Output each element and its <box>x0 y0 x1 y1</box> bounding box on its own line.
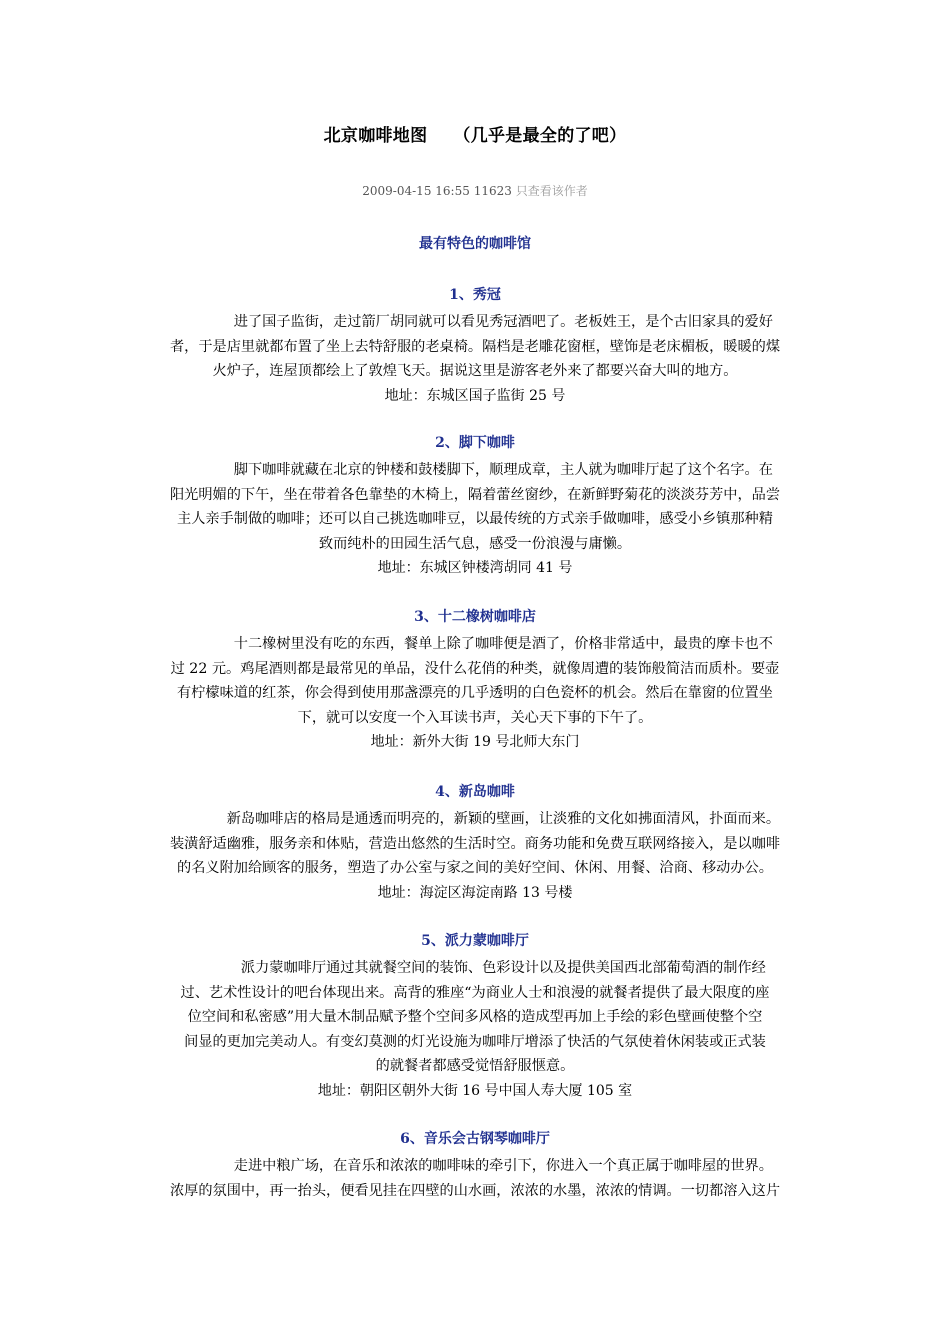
body-line: 过 22 元。鸡尾酒则都是最常见的单品，没什么花俏的种类，就像周遭的装饰般简洁而质朴。要壶 <box>170 660 780 677</box>
body-line: 有柠檬味道的红茶，你会得到使用那盏漂亮的几乎透明的白色瓷杯的机会。然后在靠窗的位置坐 <box>177 685 773 701</box>
post-date-time: 2009-04-15 16:55 <box>362 184 470 198</box>
body-line: 新岛咖啡店的格局是通透而明亮的，新颖的壁画，让淡雅的文化如拂面清风，扑面而来。 <box>169 811 781 827</box>
cafe-entry-body <box>140 310 810 384</box>
cafe-entry-title: 4、新岛咖啡 <box>435 784 515 800</box>
body-line: 下，就可以安度一个入耳读书声，关心天下事的下午了。 <box>297 709 653 726</box>
cafe-entry-address: 地址：东城区国子监街 25 号 <box>384 387 566 404</box>
author-only-link[interactable]: 只查看该作者 <box>515 184 588 198</box>
post-meta <box>0 182 950 200</box>
cafe-entry-title: 3、十二橡树咖啡店 <box>414 609 536 625</box>
body-line: 位空间和私密感”用大量木制品赋予整个空间多风格的造成型再加上手绘的彩色壁画使整个空 <box>187 1009 763 1025</box>
body-line: 致而纯朴的田园生活气息，感受一份浪漫与庸懒。 <box>318 535 632 552</box>
body-line: 装潢舒适幽雅，服务亲和体贴，营造出悠然的生活时空。商务功能和免费互联网络接入，是以咖啡 <box>169 835 781 852</box>
cafe-entry-address: 地址：新外大街 19 号北师大东门 <box>370 734 580 750</box>
body-line: 浓厚的氛围中，再一抬头，便看见挂在四壁的山水画，浓浓的水墨，浓浓的情调。一切都溶入这片 <box>169 1182 781 1199</box>
section-header: 最有特色的咖啡馆 <box>419 236 531 252</box>
body-line: 十二橡树里没有吃的东西，餐单上除了咖啡便是酒了，价格非常适中，最贵的摩卡也不 <box>177 636 773 652</box>
cafe-entry-1 <box>0 285 950 408</box>
cafe-entry-address: 地址：海淀区海淀南路 13 号楼 <box>377 884 573 901</box>
body-line: 间显的更加完美动人。有变幻莫测的灯光设施为咖啡厅增添了快活的气氛使着休闲装或正式装 <box>184 1033 766 1050</box>
cafe-entry-address: 地址：东城区钟楼湾胡同 41 号 <box>377 560 573 576</box>
body-line: 进了国子监街，走过箭厂胡同就可以看见秀冠酒吧了。老板姓王，是个古旧家具的爱好 <box>177 314 773 330</box>
body-line: 火炉子，连屋顶都绘上了敦煌飞天。据说这里是游客老外来了都要兴奋大叫的地方。 <box>212 363 738 379</box>
cafe-entry-title: 1、秀冠 <box>449 287 501 303</box>
body-line: 阳光明媚的下午，坐在带着各色靠垫的木椅上，隔着蕾丝窗纱，在新鲜野菊花的淡淡芬芳中，品尝 <box>169 486 781 503</box>
cafe-entry-title: 6、音乐会古钢琴咖啡厅 <box>400 1131 550 1147</box>
cafe-entry-body <box>140 458 810 556</box>
cafe-entry-3 <box>0 607 950 754</box>
cafe-entry-4 <box>0 782 950 905</box>
body-line: 者，于是店里就都布置了坐上去特舒服的老桌椅。隔档是老雕花窗框，壁饰是老床楣板，暖暖的煤 <box>169 338 781 355</box>
cafe-entry-5 <box>0 931 950 1103</box>
body-line: 主人亲手制做的咖啡；还可以自己挑选咖啡豆，以最传统的方式亲手做咖啡，感受小乡镇那种精 <box>177 511 773 527</box>
title-suffix: （几乎是最全的了吧） <box>453 126 627 146</box>
body-line: 的名义附加给顾客的服务，塑造了办公室与家之间的美好空间、休闲、用餐、洽商、移动办公。 <box>177 860 773 876</box>
body-line: 走进中粮广场，在音乐和浓浓的咖啡味的牵引下，你进入一个真正属于咖啡屋的世界。 <box>177 1158 773 1174</box>
cafe-entry-body <box>140 632 810 730</box>
cafe-entry-body <box>140 807 810 881</box>
cafe-entry-address: 地址：朝阳区朝外大街 16 号中国人寿大厦 105 室 <box>317 1082 633 1099</box>
cafe-entry-6 <box>0 1129 950 1203</box>
title-text: 北京咖啡地图 <box>323 126 428 146</box>
body-line: 的就餐者都感受觉悟舒服惬意。 <box>375 1058 575 1074</box>
body-line: 派力蒙咖啡厅通过其就餐空间的装饰、色彩设计以及提供美国西北部葡萄酒的制作经 <box>184 960 766 976</box>
body-line: 脚下咖啡就藏在北京的钟楼和鼓楼脚下，顺理成章，主人就为咖啡厅起了这个名字。在 <box>177 462 773 478</box>
body-line: 过、艺术性设计的吧台体现出来。高背的雅座“为商业人士和浪漫的就餐者提供了最大限度的座 <box>180 984 770 1001</box>
cafe-entry-body <box>140 1154 810 1203</box>
cafe-entry-body <box>140 956 810 1079</box>
cafe-entry-title: 5、派力蒙咖啡厅 <box>421 933 529 949</box>
cafe-entry-title: 2、脚下咖啡 <box>435 435 515 451</box>
page-title <box>0 124 950 148</box>
post-view-count: 11623 <box>473 184 512 198</box>
cafe-entry-2 <box>0 433 950 580</box>
